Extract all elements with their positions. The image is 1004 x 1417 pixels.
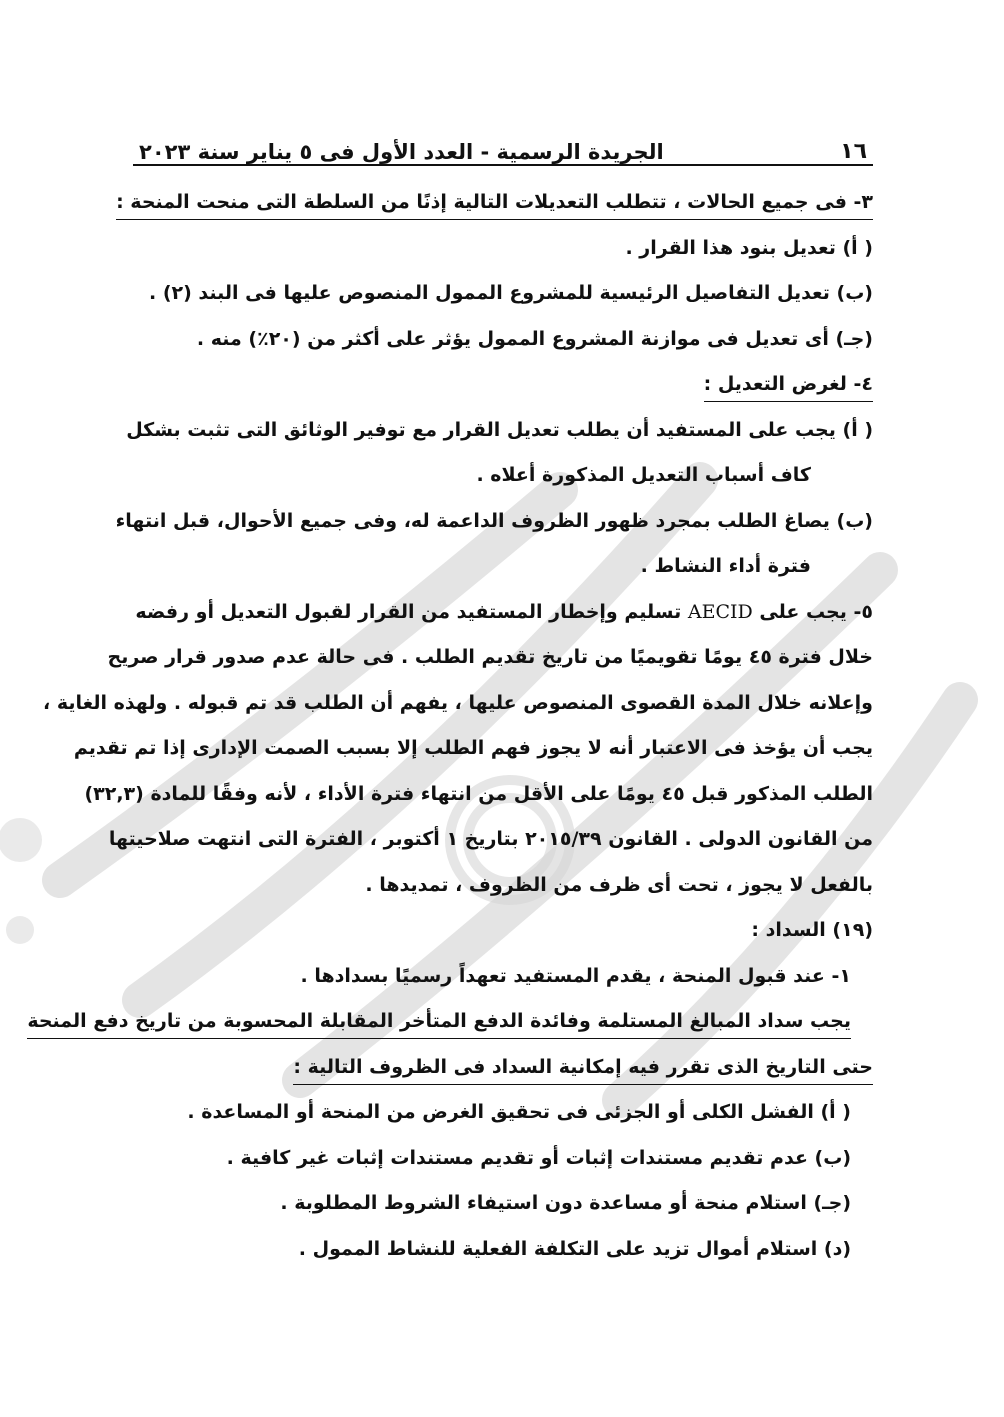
- gazette-title: الجريدة الرسمية - العدد الأول فى ٥ يناير سنة ٢٠٢٣: [139, 140, 664, 164]
- paragraph-line: حتى التاريخ الذى تقرر فيه إمكانية السداد فى الظروف التالية :: [133, 1045, 873, 1091]
- paragraph-line: الطلب المذكور قبل ٤٥ يومًا على الأقل من انتهاء فترة الأداء ، لأنه وفقًا للمادة (٣٢,٣): [84, 782, 873, 805]
- paragraph-line: (جـ) أى تعديل فى موازنة المشروع الممول يؤثر على أكثر من (٢٠٪) منه .: [196, 327, 873, 350]
- paragraph-line: ١- عند قبول المنحة ، يقدم المستفيد تعهداً رسميًا بسدادها .: [300, 964, 851, 987]
- paragraph-line: (ب) يصاغ الطلب بمجرد ظهور الظروف الداعمة له، وفى جميع الأحوال، قبل انتهاء: [115, 509, 873, 532]
- paragraph-line: بالفعل لا يجوز ، تحت أى ظرف من الظروف ، تمديدها .: [365, 873, 873, 896]
- paragraph-line: وإعلانه خلال المدة القصوى المنصوص عليها ، يفهم أن الطلب قد تم قبوله . ولهذه الغاية ،: [43, 691, 873, 714]
- list-item: (د) استلام أموال تزيد على التكلفة الفعلية للنشاط الممول .: [298, 1237, 851, 1260]
- list-item: ( أ) الفشل الكلى أو الجزئى فى تحقيق الغرض من المنحة أو المساعدة .: [187, 1101, 851, 1123]
- paragraph-line: كاف أسباب التعديل المذكورة أعلاه .: [476, 464, 811, 486]
- document-body: [27, 180, 873, 1272]
- section-heading: ٤- لغرض التعديل :: [133, 362, 873, 408]
- paragraph-line: ( أ) يجب على المستفيد أن يطلب تعديل القرار مع توفير الوثائق التى تثبت بشكل: [126, 418, 873, 441]
- page-header: [133, 120, 873, 166]
- paragraph-line: يجب أن يؤخذ فى الاعتبار أنه لا يجوز فهم الطلب إلا بسبب الصمت الإدارى إذا تم تقديم: [73, 737, 873, 759]
- list-item: (جـ) استلام منحة أو مساعدة دون استيفاء الشروط المطلوبة .: [280, 1192, 851, 1214]
- paragraph-line: خلال فترة ٤٥ يومًا تقويميًا من تاريخ تقديم الطلب . فى حالة عدم صدور قرار صريح: [107, 646, 873, 668]
- page-number: ١٦: [840, 139, 867, 164]
- paragraph-line: ٥- يجب على AECID تسليم وإخطار المستفيد من القرار لقبول التعديل أو رفضه: [135, 600, 873, 623]
- paragraph-line: ٣- فى جميع الحالات ، تتطلب التعديلات التالية إذنًا من السلطة التى منحت المنحة :: [133, 180, 873, 226]
- paragraph-line: (ب) تعديل التفاصيل الرئيسية للمشروع الممول المنصوص عليها فى البند (٢) .: [148, 282, 873, 304]
- list-item: (ب) عدم تقديم مستندات إثبات أو تقديم مستندات إثبات غير كافية .: [226, 1146, 851, 1169]
- agency-acronym: AECID: [687, 600, 753, 623]
- paragraph-line: يجب سداد المبالغ المستلمة وفائدة الدفع المتأخر المقابلة المحسوبة من تاريخ دفع المنحة: [133, 999, 873, 1045]
- paragraph-line: فترة أداء النشاط .: [640, 555, 811, 577]
- document-page: [27, 120, 873, 1272]
- paragraph-line: ( أ) تعديل بنود هذا القرار .: [625, 236, 873, 259]
- paragraph-line: من القانون الدولى . القانون ٢٠١٥/٣٩ بتاريخ ١ أكتوبر ، الفترة التى انتهت صلاحيتها: [108, 828, 873, 850]
- section-heading: (١٩) السداد :: [751, 919, 873, 941]
